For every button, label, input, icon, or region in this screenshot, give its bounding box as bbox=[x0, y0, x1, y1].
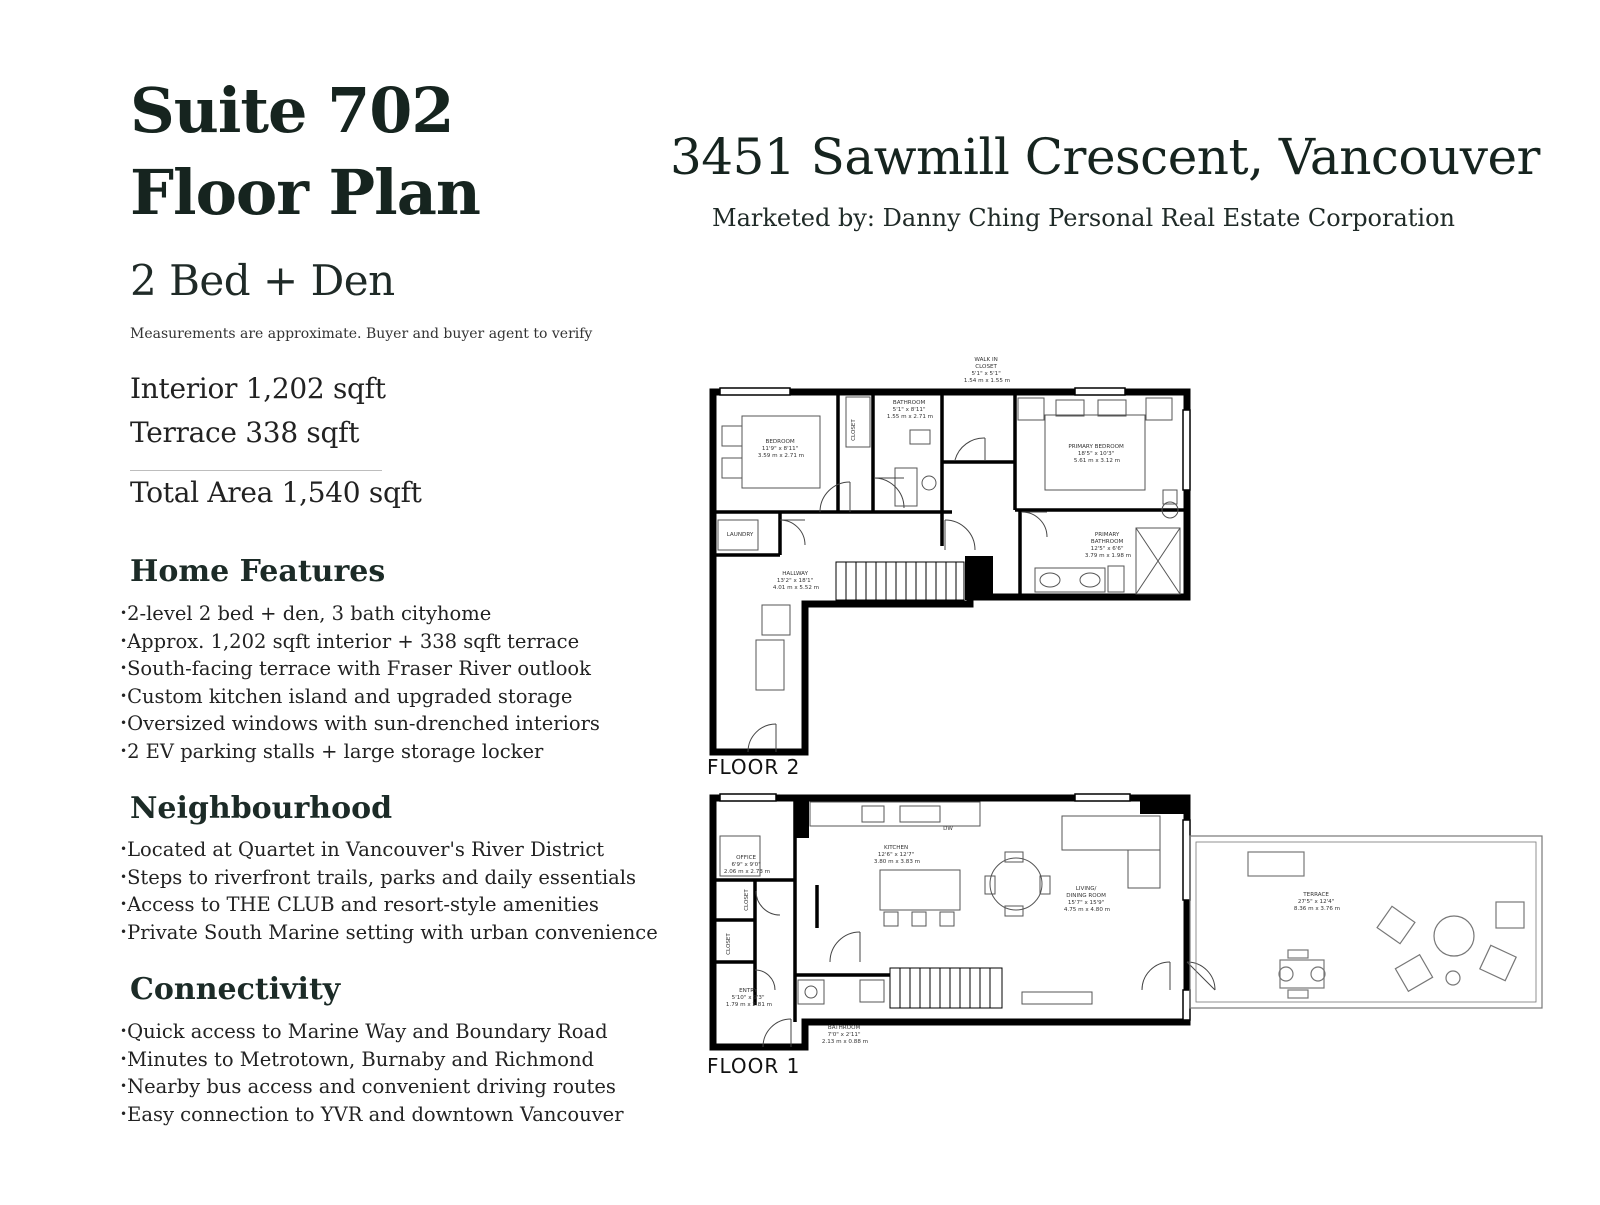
list-item: • Approx. 1,202 sqft interior + 338 sqft terrace bbox=[120, 628, 600, 656]
unit-type: 2 Bed + Den bbox=[130, 256, 395, 305]
hallway-label: HALLWAY 13'2" x 18'1" 4.01 m x 5.52 m bbox=[772, 571, 820, 591]
floor-2-label: FLOOR 2 bbox=[707, 755, 801, 779]
list-item: • South-facing terrace with Fraser River outlook bbox=[120, 655, 600, 683]
floor-2-stairs bbox=[836, 562, 964, 600]
total-area: Total Area 1,540 sqft bbox=[130, 476, 422, 509]
list-item: • Minutes to Metrotown, Burnaby and Richmond bbox=[120, 1046, 624, 1074]
list-item: • Easy connection to YVR and downtown Vancouver bbox=[120, 1101, 624, 1129]
title-line-2: Floor Plan bbox=[130, 156, 480, 229]
list-item: • Oversized windows with sun-drenched interiors bbox=[120, 710, 600, 738]
marketed-by: Marketed by: Danny Ching Personal Real Estate Corporation bbox=[712, 204, 1456, 232]
list-item: • 2 EV parking stalls + large storage locker bbox=[120, 738, 600, 766]
list-item: • Quick access to Marine Way and Boundary Road bbox=[120, 1018, 624, 1046]
home-features-title: Home Features bbox=[130, 554, 386, 589]
floor-1-label: FLOOR 1 bbox=[707, 1054, 801, 1078]
office-label: OFFICE 6'9" x 9'0" 2.06 m x 2.73 m bbox=[723, 855, 771, 875]
interior-area: Interior 1,202 sqft bbox=[130, 372, 386, 405]
title-line-1: Suite 702 bbox=[130, 74, 454, 147]
list-item: • Private South Marine setting with urban convenience bbox=[120, 919, 658, 947]
bathroom-1-label: BATHROOM 7'0" x 2'11" 2.13 m x 0.88 m bbox=[821, 1025, 869, 1045]
list-item: • Nearby bus access and convenient driving routes bbox=[120, 1073, 624, 1101]
list-item: • Steps to riverfront trails, parks and daily essentials bbox=[120, 864, 658, 892]
bathroom-label: BATHROOM 5'1" x 8'11" 1.55 m x 2.71 m bbox=[886, 400, 934, 420]
closet-label: CLOSET bbox=[851, 419, 857, 441]
living-dining-label: LIVING/ DINING ROOM 15'7" x 15'9" 4.75 m x 4.80 m bbox=[1063, 886, 1111, 913]
dw-label: DW bbox=[943, 826, 953, 832]
disclaimer: Measurements are approximate. Buyer and buyer agent to verify bbox=[130, 326, 593, 342]
primary-bathroom-label: PRIMARY BATHROOM 12'5" x 6'6" 3.79 m x 1.98 m bbox=[1084, 532, 1132, 559]
kitchen-label: KITCHEN 12'6" x 12'7" 3.80 m x 3.83 m bbox=[873, 845, 921, 865]
list-item: • Custom kitchen island and upgraded storage bbox=[120, 683, 600, 711]
list-item: • Located at Quartet in Vancouver's River District bbox=[120, 836, 658, 864]
list-item: • Access to THE CLUB and resort-style amenities bbox=[120, 891, 658, 919]
neighbourhood-title: Neighbourhood bbox=[130, 791, 393, 826]
bedroom-label: BEDROOM 11'9" x 8'11" 3.59 m x 2.71 m bbox=[757, 439, 805, 459]
terrace-plan bbox=[1190, 836, 1542, 1008]
laundry-label: LAUNDRY bbox=[726, 532, 754, 538]
property-address: 3451 Sawmill Crescent, Vancouver bbox=[670, 128, 1540, 186]
closet-a-label: CLOSET bbox=[744, 889, 750, 911]
walk-in-closet-label: WALK IN CLOSET 5'1" x 5'1" 1.54 m x 1.55 m bbox=[963, 357, 1011, 384]
entry-label: ENTRY 5'10" x 9'3" 1.79 m x 2.81 m bbox=[725, 988, 773, 1008]
terrace-area: Terrace 338 sqft bbox=[130, 416, 360, 449]
terrace-label: TERRACE 27'5" x 12'4" 8.36 m x 3.76 m bbox=[1293, 892, 1341, 912]
closet-b-label: CLOSET bbox=[726, 933, 732, 955]
connectivity-title: Connectivity bbox=[130, 972, 341, 1007]
list-item: • 2-level 2 bed + den, 3 bath cityhome bbox=[120, 600, 600, 628]
floor-1-plan bbox=[713, 794, 1215, 1047]
primary-bedroom-label: PRIMARY BEDROOM 18'5" x 10'3" 5.61 m x 3.12 m bbox=[1068, 444, 1124, 464]
